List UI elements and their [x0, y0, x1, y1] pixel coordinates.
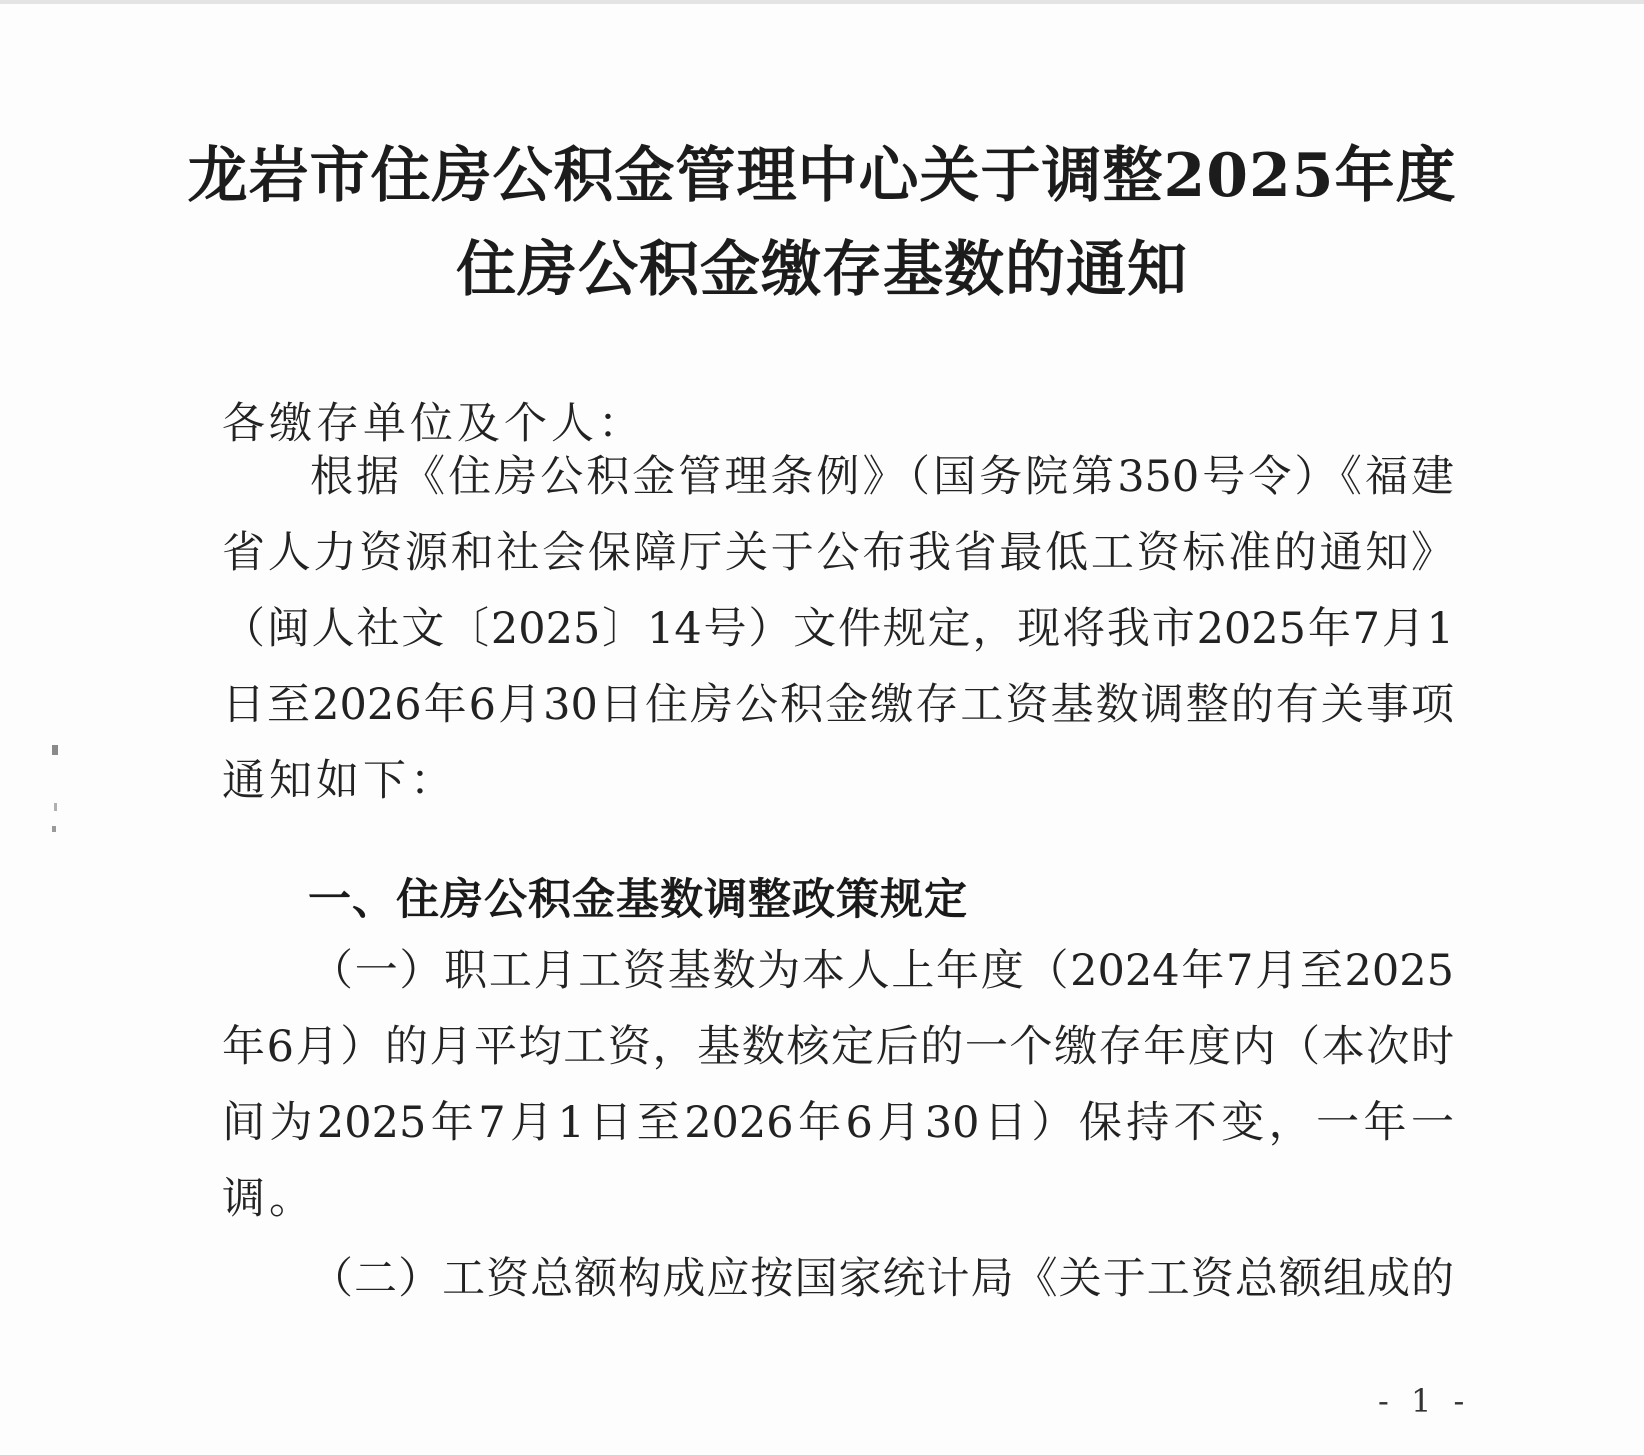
paragraph-1-line: 日至2026年6月30日住房公积金缴存工资基数调整的有关事项: [222, 680, 1454, 730]
scan-edge: [0, 0, 1644, 4]
paragraph-2-line: 年6月）的月平均工资，基数核定后的一个缴存年度内（本次时: [222, 1022, 1454, 1072]
paragraph-1-line: 省人力资源和社会保障厅关于公布我省最低工资标准的通知》: [222, 528, 1454, 578]
paragraph-2-line: 调。: [222, 1174, 316, 1224]
paragraph-1-line: 根据《住房公积金管理条例》（国务院第350号令）《福建: [310, 452, 1454, 502]
scan-artifact: [52, 745, 58, 755]
scan-artifact: [54, 803, 57, 811]
salutation: 各缴存单位及个人：: [222, 399, 645, 449]
paragraph-1-line: （闽人社文〔2025〕14号）文件规定，现将我市2025年7月1: [222, 604, 1454, 654]
paragraph-2-line: （一）职工月工资基数为本人上年度（2024年7月至2025: [310, 946, 1454, 996]
document-title-line-2: 住房公积金缴存基数的通知: [456, 235, 1188, 305]
paragraph-1-line: 通知如下：: [222, 756, 457, 806]
paragraph-3-line: （二）工资总额构成应按国家统计局《关于工资总额组成的: [310, 1254, 1454, 1304]
document-title-line-1: 龙岩市住房公积金管理中心关于调整2025年度: [187, 141, 1457, 211]
paragraph-2-line: 间为2025年7月1日至2026年6月30日）保持不变，一年一: [222, 1098, 1454, 1148]
page-number: - 1 -: [1378, 1382, 1471, 1420]
section-1-heading: 一、住房公积金基数调整政策规定: [308, 875, 968, 925]
scan-artifact: [52, 826, 56, 832]
